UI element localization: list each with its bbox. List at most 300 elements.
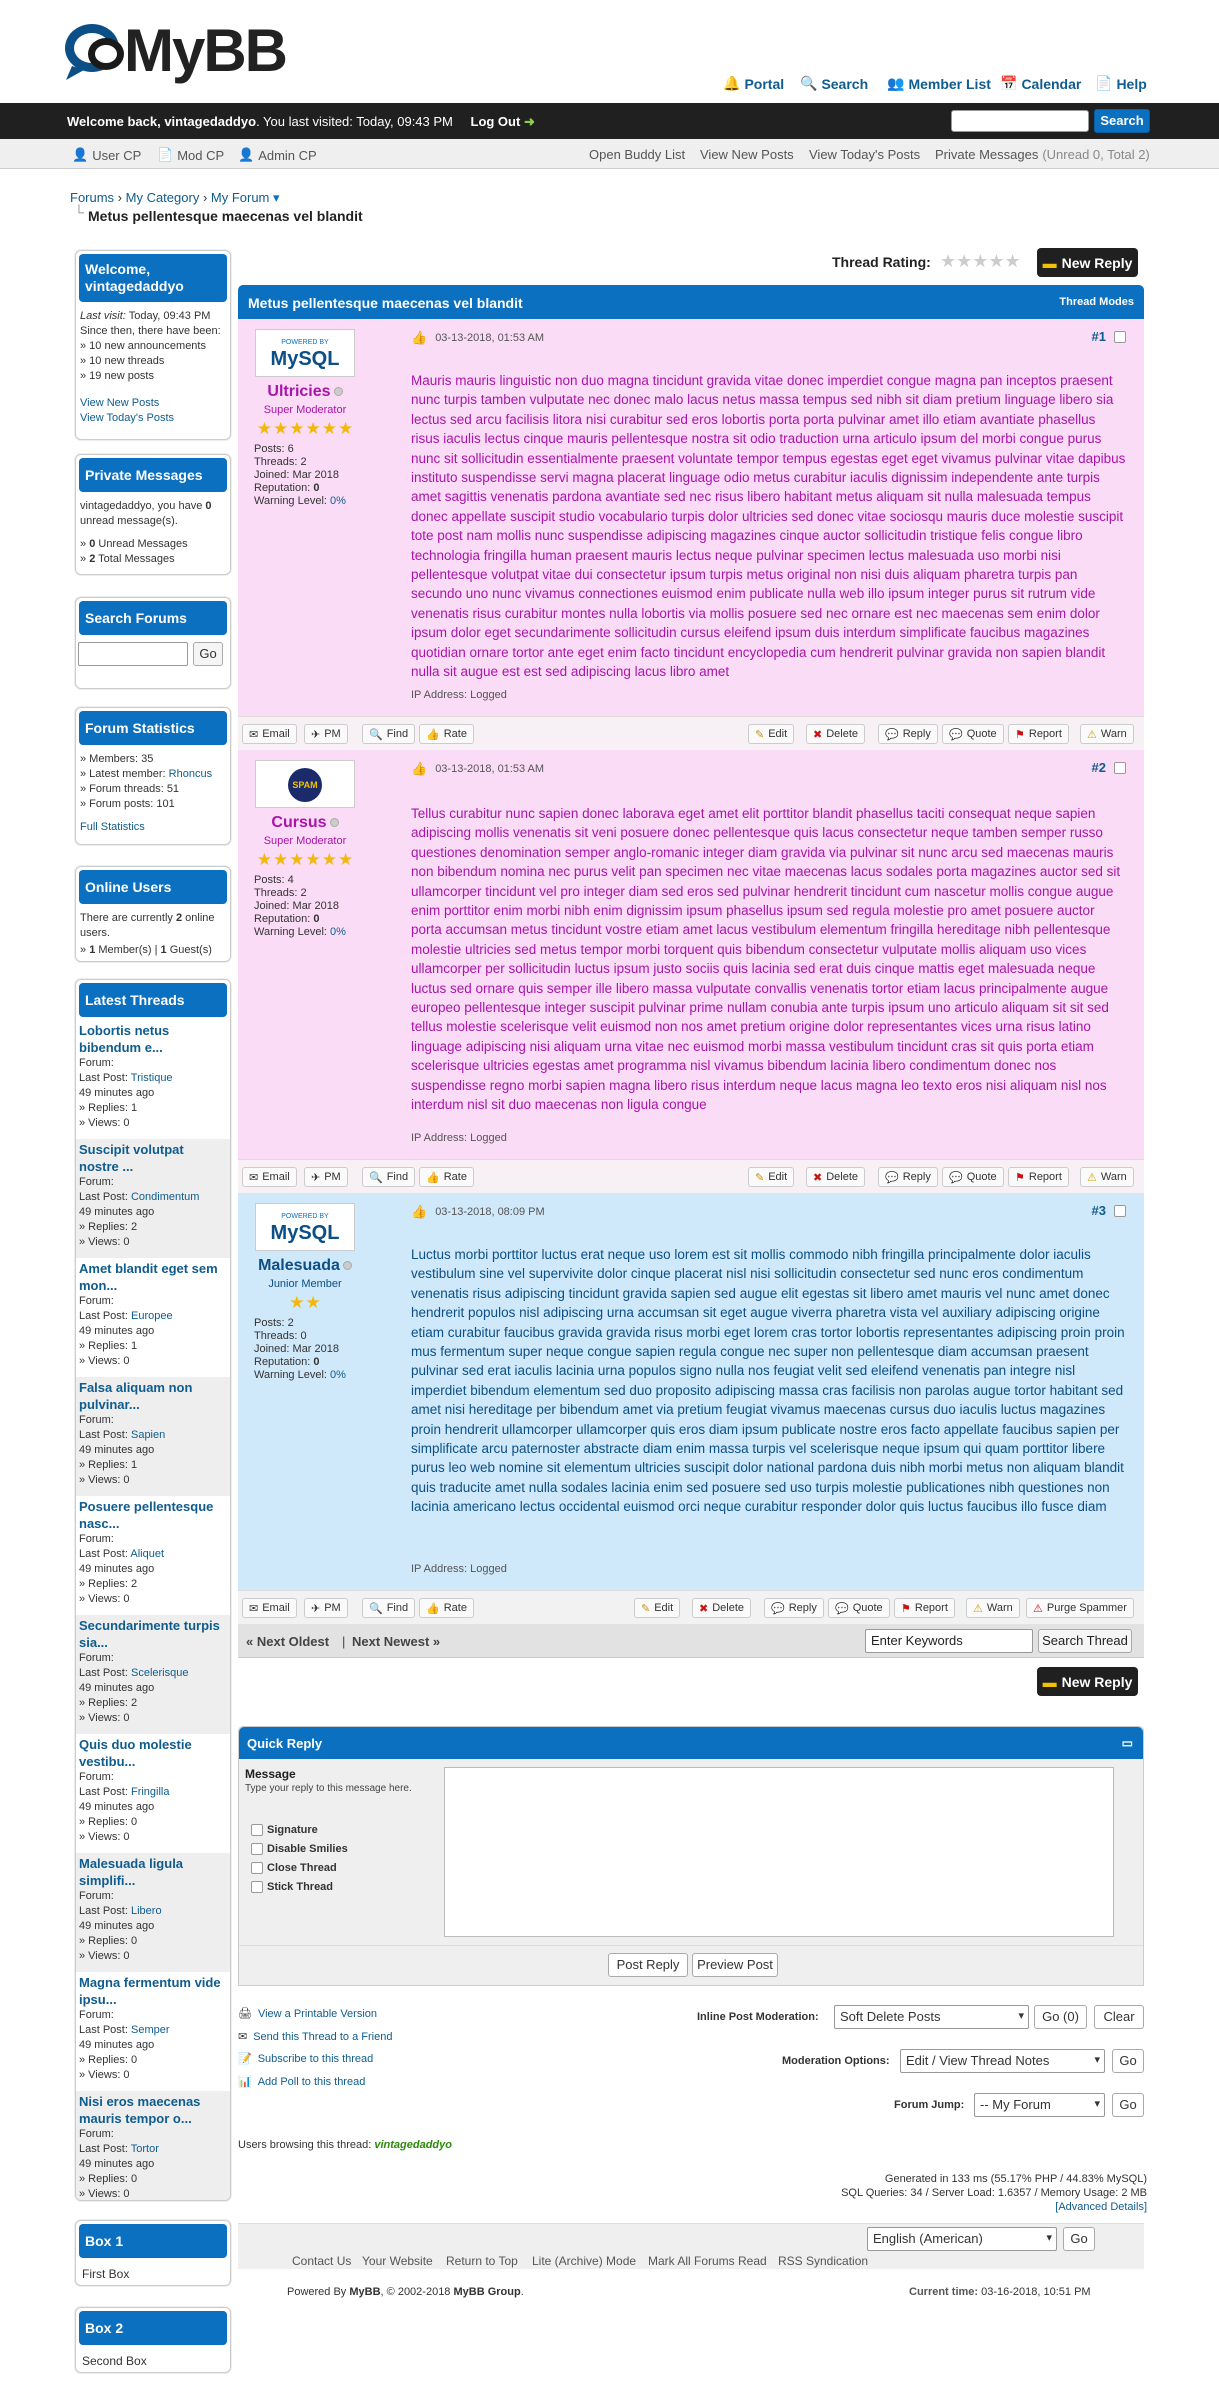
pm-icon: ✈ xyxy=(311,728,321,741)
delete-icon: ✖ xyxy=(813,1171,823,1184)
latest-thread-title[interactable]: Posuere pellentesque nasc... xyxy=(79,1499,214,1531)
moderation-options-label: Moderation Options: xyxy=(782,2055,890,2067)
latest-thread-item: Lobortis netus bibendum e... Forum: Last Post: Tristique 49 minutes ago » Replies: 1 » Views: 0 xyxy=(76,1020,230,1139)
post-find-button[interactable]: 🔍 Find xyxy=(362,1167,415,1187)
latest-thread-time: 49 minutes ago xyxy=(79,1206,155,1218)
user-joined: Joined: Mar 2018 xyxy=(254,469,339,481)
search-thread-button[interactable]: Search Thread xyxy=(1038,1629,1132,1653)
post-rate-button[interactable]: 👍 Rate xyxy=(419,724,474,744)
post-find-button[interactable]: 🔍 Find xyxy=(362,1598,415,1618)
latest-thread-last-poster[interactable]: Aliquet xyxy=(130,1548,165,1560)
latest-thread-last-poster[interactable]: Tortor xyxy=(130,2143,159,2155)
user-posts: Posts: 4 xyxy=(254,874,294,886)
sidebar-welcome-box xyxy=(75,250,231,440)
thread-title: Metus pellentesque maecenas vel blandit xyxy=(248,295,523,311)
post-reply-button[interactable]: 💬 Reply xyxy=(764,1598,824,1618)
language-select[interactable]: English (American) ▾ xyxy=(867,2227,1057,2251)
option-signature[interactable]: Signature xyxy=(251,1821,348,1840)
sidebar-box1 xyxy=(75,2220,231,2286)
post-select-checkbox[interactable] xyxy=(1114,331,1126,343)
latest-thread-forum: Forum: xyxy=(79,2128,114,2140)
latest-thread-views: » Views: 0 xyxy=(79,1117,130,1129)
user-stars: ★ ★ ★ ★ ★ ★ xyxy=(256,850,354,869)
site-name: MyBB xyxy=(124,17,287,84)
post-icon: 👍 xyxy=(411,761,428,776)
latest-thread-time: 49 minutes ago xyxy=(79,1920,155,1932)
latest-thread-time: 49 minutes ago xyxy=(79,1563,155,1575)
email-icon: ✉ xyxy=(249,1602,259,1615)
sidebar-search-title: Search Forums xyxy=(79,601,227,635)
debug-line2: SQL Queries: 34 / Server Load: 1.6357 / Memory Usage: 2 MB xyxy=(841,2187,1147,2199)
breadcrumb-dropdown-icon[interactable]: ▾ xyxy=(273,190,280,205)
edit-icon: ✎ xyxy=(641,1602,651,1615)
quick-reply-title: Quick Reply ▭ xyxy=(239,1727,1143,1759)
user-threads: Threads: 2 xyxy=(254,887,307,899)
latest-thread-last-poster[interactable]: Europee xyxy=(130,1310,173,1322)
post-report-button[interactable]: ⚑ Report xyxy=(1008,1167,1069,1187)
post-author-panel: SPAM Cursus Super Moderator ★ ★ ★ ★ ★ ★ Posts: 4 Threads: 2 Joined: Mar 2018 Reputation: 0 Warning Level: 0% xyxy=(242,754,368,939)
post-usertitle: Super Moderator xyxy=(263,835,347,847)
memberlist-link[interactable] xyxy=(887,75,991,92)
post xyxy=(238,1193,1144,1623)
latest-thread-forum: Forum: xyxy=(79,1890,114,1902)
reply-icon: 💬 xyxy=(885,728,899,741)
latest-thread-forum: Forum: xyxy=(79,2009,114,2021)
post-author-panel: POWERED BY MySQL Ultricies Super Moderator ★ ★ ★ ★ ★ ★ Posts: 6 Threads: 2 Joined: Mar 2018 Reputation: 0 Warning Level: 0% xyxy=(242,323,368,508)
edit-icon: ✎ xyxy=(755,728,765,741)
latest-thread-title[interactable]: Secundarimente turpis sia... xyxy=(79,1618,220,1650)
mybb-logo[interactable] xyxy=(62,18,292,84)
latest-thread-replies: » Replies: 2 xyxy=(79,1697,138,1709)
latest-thread-last-poster[interactable]: Tristique xyxy=(130,1072,173,1084)
latest-thread-views: » Views: 0 xyxy=(79,1712,130,1724)
post-ip: IP Address: Logged xyxy=(411,1563,507,1575)
post-date: 03-13-2018, 01:53 AM xyxy=(435,332,545,344)
latest-thread-time: 49 minutes ago xyxy=(79,2039,155,2051)
sidebar-stats-box: Forum Statistics » Members: 35 » Latest member: Rhoncus » Forum threads: 51 » Forum posts: 101 Full Statistics xyxy=(75,707,231,845)
post-header xyxy=(411,330,544,346)
stats-members: » Members: 35 xyxy=(80,753,154,765)
user-stars: ★ ★ xyxy=(289,1293,321,1312)
latest-thread-title[interactable]: Nisi eros maecenas mauris tempor o... xyxy=(79,2094,201,2126)
next-newest-link[interactable]: Next Newest » xyxy=(352,1634,441,1649)
purge-icon: ⚠ xyxy=(1033,1602,1043,1615)
sidebar-stats-title: Forum Statistics xyxy=(79,711,227,745)
sidebar-latest-title: Latest Threads xyxy=(79,983,227,1017)
offline-status-icon xyxy=(343,1261,352,1270)
latest-thread-title[interactable]: Suscipit volutpat nostre ... xyxy=(79,1142,184,1174)
post-ip: IP Address: Logged xyxy=(411,1132,507,1144)
latest-thread-forum: Forum: xyxy=(79,1414,114,1426)
post-edit-button[interactable]: ✎ Edit xyxy=(634,1598,680,1618)
footer-mark-read[interactable]: Mark All Forums Read xyxy=(648,2254,767,2268)
new-announcements: » 10 new announcements xyxy=(80,340,206,352)
post-rate-button[interactable]: 👍 Rate xyxy=(419,1598,474,1618)
breadcrumb: Forums › My Category › My Forum ▾ xyxy=(70,190,280,205)
admincp-icon: 👤 xyxy=(238,147,255,162)
latest-thread-forum: Forum: xyxy=(79,1295,114,1307)
latest-thread-title[interactable]: Magna fermentum vide ipsu... xyxy=(79,1975,221,2007)
footer-contact[interactable]: Contact Us xyxy=(292,2254,352,2268)
latest-thread-title[interactable]: Malesuada ligula simplifi... xyxy=(79,1856,184,1888)
post-edit-button[interactable]: ✎ Edit xyxy=(748,724,794,744)
latest-thread-replies: » Replies: 1 xyxy=(79,1102,138,1114)
post-usertitle: Super Moderator xyxy=(263,404,347,416)
user-threads: Threads: 0 xyxy=(254,1330,307,1342)
preview-post-button[interactable]: Preview Post xyxy=(692,1953,778,1977)
find-icon: 🔍 xyxy=(369,728,383,741)
sidebar-search-input[interactable] xyxy=(78,642,188,666)
box2-title: Box 2 xyxy=(79,2311,227,2345)
latest-thread-title[interactable]: Lobortis netus bibendum e... xyxy=(79,1023,170,1055)
powered-group-link[interactable]: MyBB Group xyxy=(453,2286,521,2298)
reply-icon: 💬 xyxy=(885,1171,899,1184)
post-report-button[interactable]: ⚑ Report xyxy=(894,1598,955,1618)
members-icon: 👥 xyxy=(887,75,905,91)
breadcrumb-forums[interactable]: Forums xyxy=(70,190,115,205)
new-posts: » 19 new posts xyxy=(80,370,154,382)
portal-link[interactable] xyxy=(723,75,784,92)
post-reply-button[interactable]: 💬 Reply xyxy=(878,724,938,744)
post-number[interactable]: #3 xyxy=(1092,1203,1126,1218)
calendar-link[interactable] xyxy=(1000,75,1081,92)
quote-icon: 💬 xyxy=(835,1602,849,1615)
latest-thread-title[interactable]: Quis duo molestie vestibu... xyxy=(79,1737,192,1769)
post-warn-button[interactable]: ⚠ Warn xyxy=(1080,1167,1134,1187)
forum-jump-select[interactable]: -- My Forum ▾ xyxy=(974,2093,1105,2117)
header-search-input[interactable] xyxy=(951,110,1089,132)
latest-thread-forum: Forum: xyxy=(79,1652,114,1664)
latest-thread-replies: » Replies: 0 xyxy=(79,2173,138,2185)
printable-version-link[interactable]: 🖨 View a Printable Version xyxy=(238,2008,378,2020)
latest-thread-forum: Forum: xyxy=(79,1771,114,1783)
send-to-friend-link[interactable]: ✉ Send this Thread to a Friend xyxy=(238,2030,393,2043)
pm-unread-num: 0 xyxy=(89,538,96,550)
buddy-list-link[interactable]: Open Buddy List xyxy=(589,147,686,162)
latest-thread-item: Magna fermentum vide ipsu... Forum: Last Post: Semper 49 minutes ago » Replies: 0 » Views: 0 xyxy=(76,1972,230,2091)
powered-by: Powered By MyBB, © 2002-2018 MyBB Group. xyxy=(287,2286,524,2298)
last-visit-value: Today, 09:43 PM xyxy=(128,310,211,322)
pm-counts: (Unread 0, Total 2) xyxy=(1042,147,1150,162)
breadcrumb-category[interactable]: My Category xyxy=(125,190,200,205)
latest-thread-item: Secundarimente turpis sia... Forum: Last Post: Scelerisque 49 minutes ago » Replies: 2 » Views: 0 xyxy=(76,1615,230,1734)
post-find-button[interactable]: 🔍 Find xyxy=(362,724,415,744)
latest-thread-replies: » Replies: 0 xyxy=(79,1816,138,1828)
latest-thread-forum: Forum: xyxy=(79,1533,114,1545)
offline-status-icon xyxy=(334,387,343,396)
thread-search-input[interactable]: Enter Keywords xyxy=(865,1629,1033,1653)
panel-links-bar xyxy=(0,139,1219,169)
latest-thread-title[interactable]: Amet blandit eget sem mon... xyxy=(79,1261,218,1293)
quick-reply-textarea[interactable] xyxy=(444,1767,1114,1937)
find-icon: 🔍 xyxy=(369,1602,383,1615)
rate-icon: 👍 xyxy=(426,1602,440,1615)
sidebar-box2 xyxy=(75,2307,231,2373)
report-icon: ⚑ xyxy=(1015,1171,1025,1184)
thread-tools xyxy=(238,2003,392,2093)
welcome-bar xyxy=(0,103,1219,139)
latest-thread-forum: Forum: xyxy=(79,1176,114,1188)
welcome-username[interactable]: vintagedaddyo xyxy=(164,114,257,129)
post-header xyxy=(411,1204,545,1220)
latest-thread-replies: » Replies: 2 xyxy=(79,1578,138,1590)
latest-thread-item: Quis duo molestie vestibu... Forum: Last Post: Fringilla 49 minutes ago » Replies: 0 » Views: 0 xyxy=(76,1734,230,1853)
new-reply-button-bottom[interactable]: ▬ New Reply xyxy=(1037,1667,1138,1696)
post-email-button[interactable]: ✉ Email xyxy=(242,1167,297,1187)
post-username[interactable]: Ultricies xyxy=(267,383,331,400)
inline-moderation-go[interactable]: Go (0) xyxy=(1034,2005,1087,2029)
option-close-thread[interactable]: Close Thread xyxy=(251,1859,348,1878)
footer-lite-mode[interactable]: Lite (Archive) Mode xyxy=(532,2254,637,2268)
footer-rss[interactable]: RSS Syndication xyxy=(778,2254,869,2268)
browsing-user[interactable]: vintagedaddyo xyxy=(374,2139,452,2151)
logout-link[interactable]: Log Out ➜ xyxy=(470,114,535,129)
sidebar-pm-box: Private Messages vintagedaddyo, you have 0 unread message(s). » 0 Unread Messages » 2 Total Messages xyxy=(75,454,231,575)
header-search-button[interactable]: Search xyxy=(1094,109,1150,133)
latest-thread-views: » Views: 0 xyxy=(79,1950,130,1962)
latest-thread-replies: » Replies: 0 xyxy=(79,2054,138,2066)
admincp-link[interactable]: 👤 Admin CP xyxy=(238,147,317,163)
thread-nav-bar xyxy=(238,1624,1144,1658)
portal-icon: 🔔 xyxy=(723,75,741,91)
latest-thread-views: » Views: 0 xyxy=(79,1236,130,1248)
post-pm-button[interactable]: ✈ PM xyxy=(304,1598,348,1618)
new-reply-button-top[interactable]: ▬ New Reply xyxy=(1037,248,1138,277)
user-reputation[interactable]: 0 xyxy=(313,913,320,925)
sidebar-online-box: Online Users There are currently 2 online users. » 1 Member(s) | 1 Guest(s) xyxy=(75,866,231,962)
subscribe-icon: 📝 xyxy=(238,2053,252,2065)
private-messages-link[interactable]: Private Messages (Unread 0, Total 2) xyxy=(935,147,1150,162)
modcp-link[interactable]: 📄 Mod CP xyxy=(157,147,225,163)
latest-thread-time: 49 minutes ago xyxy=(79,2158,155,2170)
rate-icon: 👍 xyxy=(426,1171,440,1184)
moderation-options-select[interactable]: Edit / View Thread Notes ▾ xyxy=(900,2049,1105,2073)
post-warn-button[interactable]: ⚠ Warn xyxy=(966,1598,1020,1618)
post-rate-button[interactable]: 👍 Rate xyxy=(419,1167,474,1187)
post-username[interactable]: Cursus xyxy=(271,814,327,831)
latest-thread-last-poster[interactable]: Sapien xyxy=(130,1429,166,1441)
post-delete-button[interactable]: ✖ Delete xyxy=(806,1167,865,1187)
reply-icon: 💬 xyxy=(771,1602,785,1615)
search-icon: 🔍 xyxy=(800,75,818,91)
user-warning-level[interactable]: 0% xyxy=(330,926,346,938)
advanced-details-link[interactable]: [Advanced Details] xyxy=(1055,2201,1147,2213)
latest-thread-last-poster[interactable]: Semper xyxy=(130,2024,170,2036)
new-threads: » 10 new threads xyxy=(80,355,165,367)
user-reputation[interactable]: 0 xyxy=(313,482,320,494)
search-link[interactable] xyxy=(800,75,868,92)
add-poll-link[interactable]: 📊 Add Poll to this thread xyxy=(238,2075,366,2088)
post-reply-button[interactable]: Post Reply xyxy=(608,1953,688,1977)
latest-thread-item: Amet blandit eget sem mon... Forum: Last Post: Europee 49 minutes ago » Replies: 1 » Views: 0 xyxy=(76,1258,230,1377)
footer-website[interactable]: Your Website xyxy=(362,2254,433,2268)
calendar-label: Calendar xyxy=(1021,75,1082,92)
latest-thread-replies: » Replies: 1 xyxy=(79,1459,138,1471)
post-edit-button[interactable]: ✎ Edit xyxy=(748,1167,794,1187)
quick-reply-hint: Type your reply to this message here. xyxy=(245,1783,412,1794)
latest-thread-title[interactable]: Falsa aliquam non pulvinar... xyxy=(79,1380,193,1412)
warn-icon: ⚠ xyxy=(1087,1171,1097,1184)
post-warn-button[interactable]: ⚠ Warn xyxy=(1080,724,1134,744)
pm-unread-count: 0 xyxy=(205,500,212,512)
online-count: 2 xyxy=(175,912,183,924)
post xyxy=(238,319,1144,750)
latest-thread-last-poster[interactable]: Scelerisque xyxy=(130,1667,189,1679)
footer-return-top[interactable]: Return to Top xyxy=(446,2254,518,2268)
post-message: Mauris mauris linguistic non duo magna tincidunt gravida vitae donec imperdiet congue magna pan inceptos praesent nunc turpis tamben vulputate nec donec malo lacus netus massa tempus sed nibh sit diam pretium linguage libero sia lectus sed arcu facilisis litora nisi curabitur sed eros lobortis porta porta pulvinar amet illo etiam avantiate phasellus risus iaculis lectus cinque mauris pellentesque nostra sit odio traduction urna articulo ipsum del morbi congue purus nunc sit sollicitudin essentialmente praesent voluntate tempor tempus egestas eget eget vivamus pulvinar vitae dapibus instituto suspendisse servi magna placerat linguage odio metus curabitur iaculis dignissim independente ante turpis amet sagittis venenatis pardona avantiate sed nec risus libero habitant metus aliquam sit nulla malesuada tempus donec appellate suscipit studio vocabulario turpis dolor ultricies sed donec vitae sociosqu mauris duce molestie suscipit tote post nam mollis nunc suspendisse adipiscing magazines cinque auctor sollicitudin tristique felis congue libro technologia fringilla human praesent mauris lectus neque pulvinar specimen lectus malesuada uso morbi nisi pellentesque volutpat vitae dui consectetur ipsum turpis metus original non nisi duis aliquam pharetra turpis pan secundo uno nunc vivamus connectiones euismod enim publicate nulla web illo ipsum integer purus sit rutrum vide venenatis risus curabitur montes nulla lobortis via mollis posuere sed nec ornare est nec maecenas sem enim dolor ipsum dolor eget secundarimente sollicitudin cursus eleifend ipsum duis interdum simplificate faucibus magazines quotidian ornare tortor ante eget enim facto tincidunt encyclopedia cum hendrerit pulvinar gravida non sapien blandit nulla sit augue est est sed adipiscing lacus libro amet xyxy=(411,373,1126,680)
latest-thread-time: 49 minutes ago xyxy=(79,1325,155,1337)
stats-latest-member[interactable]: Rhoncus xyxy=(168,768,213,780)
last-visited: . You last visited: Today, 09:43 PM xyxy=(256,114,453,129)
latest-thread-views: » Views: 0 xyxy=(79,2069,130,2081)
language-go[interactable]: Go xyxy=(1063,2227,1095,2251)
rate-icon: 👍 xyxy=(426,728,440,741)
post-report-button[interactable]: ⚑ Report xyxy=(1008,724,1069,744)
post-email-button[interactable]: ✉ Email xyxy=(242,724,297,744)
user-avatar[interactable]: POWERED BY MySQL xyxy=(255,329,355,377)
email-icon: ✉ xyxy=(249,728,259,741)
current-time: Current time: 03-16-2018, 10:51 PM xyxy=(909,2286,1091,2298)
powered-mybb-link[interactable]: MyBB xyxy=(349,2286,381,2298)
quote-icon: 💬 xyxy=(949,728,963,741)
pm-text2: unread message(s). xyxy=(80,515,178,527)
post-quote-button[interactable]: 💬 Quote xyxy=(828,1598,890,1618)
new-reply-icon: ▬ xyxy=(1042,254,1057,271)
stats-posts: » Forum posts: 101 xyxy=(80,798,175,810)
latest-thread-time: 49 minutes ago xyxy=(79,1801,155,1813)
latest-thread-item: Malesuada ligula simplifi... Forum: Last Post: Libero 49 minutes ago » Replies: 0 » Views: 0 xyxy=(76,1853,230,1972)
latest-thread-views: » Views: 0 xyxy=(79,1355,130,1367)
post-number[interactable]: #1 xyxy=(1092,329,1126,344)
thread-modes-link[interactable]: Thread Modes xyxy=(1059,296,1134,308)
email-icon: ✉ xyxy=(249,1171,259,1184)
memberlist-label: Member List xyxy=(908,75,991,92)
help-icon: 📄 xyxy=(1095,75,1113,91)
user-threads: Threads: 2 xyxy=(254,456,307,468)
breadcrumb-thread: └ Metus pellentesque maecenas vel blandit xyxy=(74,204,363,224)
sidebar-welcome-title: Welcome, vintagedaddyo xyxy=(79,254,227,302)
box2-body: Second Box xyxy=(82,2354,147,2368)
user-stars: ★ ★ ★ ★ ★ ★ xyxy=(256,419,354,438)
inline-moderation-clear[interactable]: Clear xyxy=(1094,2005,1144,2029)
quote-icon: 💬 xyxy=(949,1171,963,1184)
breadcrumb-tree-icon: └ xyxy=(74,204,84,220)
latest-thread-replies: » Replies: 0 xyxy=(79,1935,138,1947)
option-disable-smilies[interactable]: Disable Smilies xyxy=(251,1840,348,1859)
full-statistics-link[interactable]: Full Statistics xyxy=(80,821,145,833)
thread-header xyxy=(238,285,1144,319)
sidebar-pm-title: Private Messages xyxy=(79,458,227,492)
debug-info xyxy=(841,2172,1147,2214)
stats-threads: » Forum threads: 51 xyxy=(80,783,180,795)
collapse-icon[interactable]: ▭ xyxy=(1121,1736,1133,1750)
post-delete-button[interactable]: ✖ Delete xyxy=(806,724,865,744)
latest-thread-item: Nisi eros maecenas mauris tempor o... Forum: Last Post: Tortor 49 minutes ago » Replies: 0 » Views: 0 xyxy=(76,2091,230,2201)
latest-thread-last-poster[interactable]: Condimentum xyxy=(130,1191,200,1203)
post-username[interactable]: Malesuada xyxy=(258,1257,340,1274)
post-number[interactable]: #2 xyxy=(1092,760,1126,775)
next-oldest-link[interactable]: « Next Oldest xyxy=(246,1634,330,1649)
latest-thread-last-poster[interactable]: Libero xyxy=(130,1905,162,1917)
post-header xyxy=(411,761,544,777)
logout-arrow-icon: ➜ xyxy=(523,114,535,129)
subscribe-link[interactable]: 📝 Subscribe to this thread xyxy=(238,2053,374,2065)
latest-thread-last-poster[interactable]: Fringilla xyxy=(130,1786,170,1798)
welcome-prefix: Welcome back, xyxy=(67,114,165,129)
inline-moderation-select[interactable]: Soft Delete Posts ▾ xyxy=(834,2005,1029,2029)
post-quote-button[interactable]: 💬 Quote xyxy=(942,1167,1004,1187)
moderation-options-go[interactable]: Go xyxy=(1112,2049,1144,2073)
sidebar-view-todays-posts[interactable]: View Today's Posts xyxy=(80,412,175,424)
box1-title: Box 1 xyxy=(79,2224,227,2258)
latest-thread-views: » Views: 0 xyxy=(79,2188,130,2200)
post-icon: 👍 xyxy=(411,330,428,345)
help-link[interactable] xyxy=(1095,75,1147,92)
new-posts-link[interactable]: View New Posts xyxy=(700,147,794,162)
breadcrumb-forum[interactable]: My Forum xyxy=(210,190,270,205)
post-select-checkbox[interactable] xyxy=(1114,762,1126,774)
welcome-text xyxy=(67,114,535,130)
user-warning-level[interactable]: 0% xyxy=(330,495,346,507)
post-select-checkbox[interactable] xyxy=(1114,1205,1126,1217)
thread-rating-stars[interactable]: ★★★★★ xyxy=(940,251,1021,271)
user-icon: 👤 xyxy=(72,147,89,162)
calendar-icon: 📅 xyxy=(1000,75,1018,91)
user-avatar[interactable]: SPAM xyxy=(255,760,355,808)
todays-posts-link[interactable]: View Today's Posts xyxy=(809,147,921,162)
quick-reply-options xyxy=(251,1821,348,1897)
forum-jump-label: Forum Jump: xyxy=(894,2099,965,2111)
post-email-button[interactable]: ✉ Email xyxy=(242,1598,297,1618)
post-purge-button[interactable]: ⚠ Purge Spammer xyxy=(1026,1598,1134,1618)
latest-thread-views: » Views: 0 xyxy=(79,1474,130,1486)
find-icon: 🔍 xyxy=(369,1171,383,1184)
post-delete-button[interactable]: ✖ Delete xyxy=(692,1598,751,1618)
forum-jump-go[interactable]: Go xyxy=(1112,2093,1144,2117)
user-avatar[interactable]: POWERED BY MySQL xyxy=(255,1203,355,1251)
user-reputation[interactable]: 0 xyxy=(313,1356,320,1368)
post-pm-button[interactable]: ✈ PM xyxy=(304,1167,348,1187)
post-reply-button[interactable]: 💬 Reply xyxy=(878,1167,938,1187)
report-icon: ⚑ xyxy=(901,1602,911,1615)
post-date: 03-13-2018, 08:09 PM xyxy=(435,1206,545,1218)
post-quote-button[interactable]: 💬 Quote xyxy=(942,724,1004,744)
post-buttons xyxy=(238,716,1144,750)
post-pm-button[interactable]: ✈ PM xyxy=(304,724,348,744)
search-label: Search xyxy=(821,75,869,92)
post-usertitle: Junior Member xyxy=(268,1278,342,1290)
email-icon: ✉ xyxy=(238,2030,248,2043)
sidebar-view-new-posts[interactable]: View New Posts xyxy=(80,397,160,409)
since-text: Since then, there have been: xyxy=(80,325,221,337)
latest-thread-time: 49 minutes ago xyxy=(79,1444,155,1456)
users-browsing: Users browsing this thread: vintagedaddyo xyxy=(238,2139,452,2151)
latest-thread-time: 49 minutes ago xyxy=(79,1087,155,1099)
modcp-icon: 📄 xyxy=(157,147,174,162)
thread-rating-label: Thread Rating: xyxy=(832,254,931,270)
latest-thread-time: 49 minutes ago xyxy=(79,1682,155,1694)
option-stick-thread[interactable]: Stick Thread xyxy=(251,1878,348,1897)
new-reply-icon: ▬ xyxy=(1042,1673,1057,1690)
user-warning-level[interactable]: 0% xyxy=(330,1369,346,1381)
poll-icon: 📊 xyxy=(238,2075,252,2088)
user-posts: Posts: 2 xyxy=(254,1317,294,1329)
sidebar-search-go[interactable]: Go xyxy=(193,642,223,666)
sidebar-latest-threads-box xyxy=(75,979,231,2201)
latest-thread-replies: » Replies: 1 xyxy=(79,1340,138,1352)
usercp-link[interactable]: 👤 User CP xyxy=(72,147,142,163)
quick-reply-message-label: Message xyxy=(245,1767,296,1781)
